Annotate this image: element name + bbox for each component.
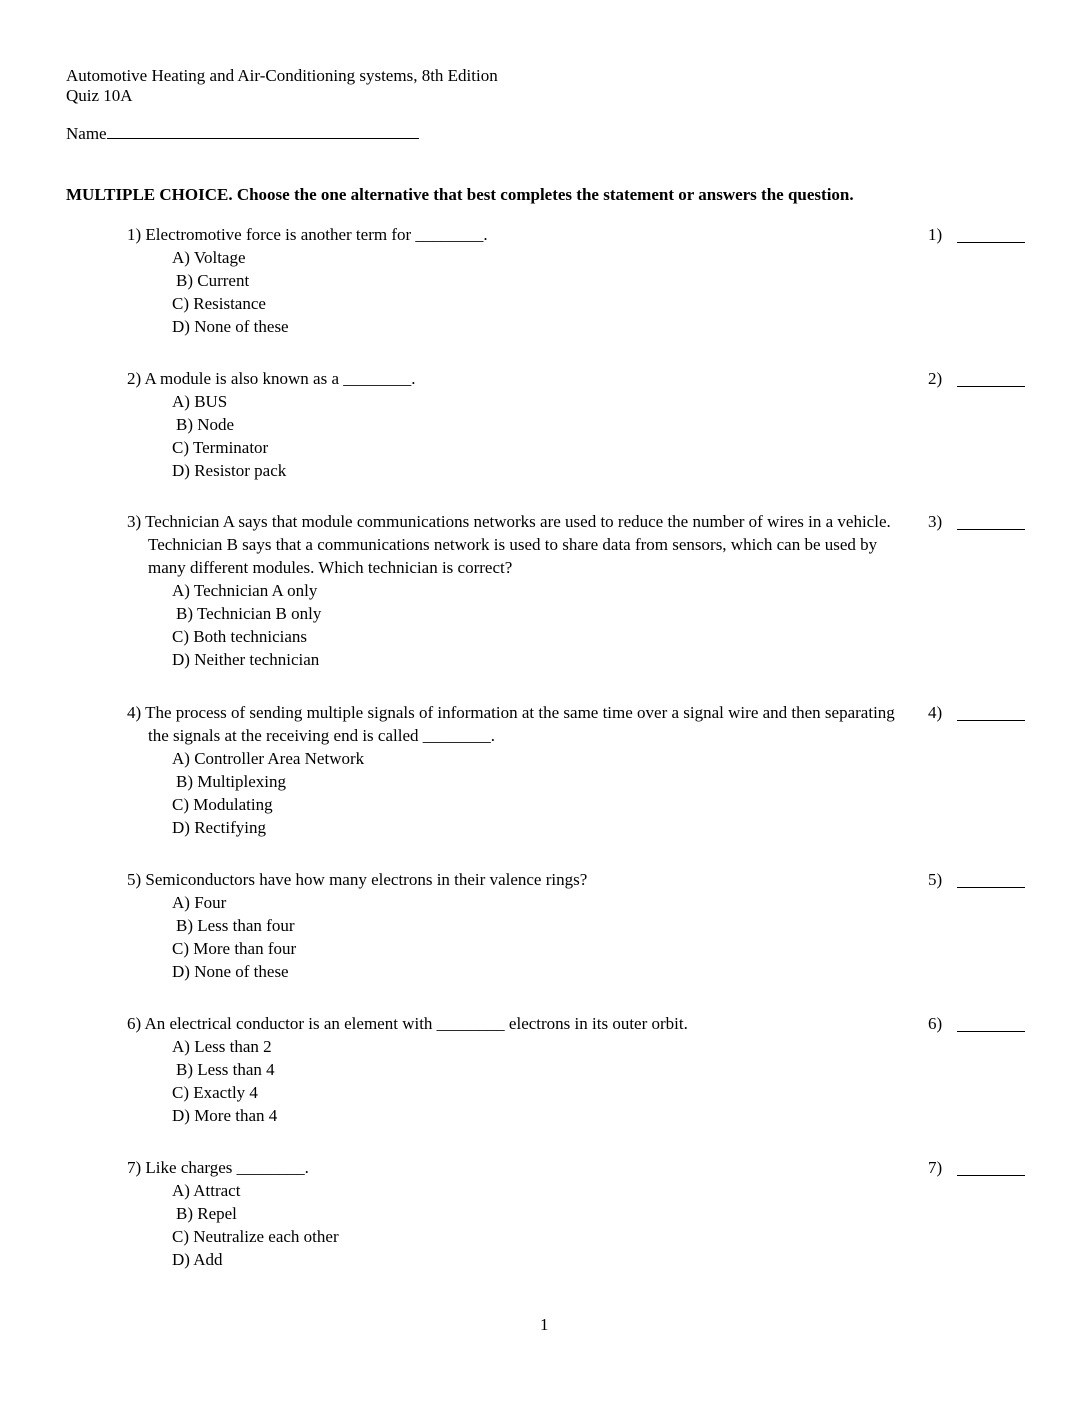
quiz-label: Quiz 10A — [66, 86, 133, 105]
page-number: 1 — [540, 1315, 549, 1334]
answer-option: A) Controller Area Network — [172, 749, 365, 768]
answer-option: D) None of these — [172, 317, 289, 336]
answer-option: B) Less than four — [176, 916, 295, 935]
answer-number: 1) — [928, 225, 943, 244]
answer-option: B) Technician B only — [176, 604, 322, 623]
answer-option: C) Neutralize each other — [172, 1227, 339, 1246]
answer-option: D) Add — [172, 1250, 223, 1269]
answer-option: A) Technician A only — [172, 581, 318, 600]
question-2 — [127, 367, 907, 482]
answer-blank[interactable] — [957, 720, 1025, 721]
answer-option: B) Repel — [176, 1204, 237, 1223]
answer-option: B) Less than 4 — [176, 1060, 275, 1079]
answer-option: D) More than 4 — [172, 1106, 278, 1125]
answer-number: 6) — [928, 1014, 943, 1033]
answer-option: A) Voltage — [172, 248, 246, 267]
document-title: Automotive Heating and Air-Conditioning systems, 8th Edition — [66, 66, 498, 85]
answer-blank[interactable] — [957, 242, 1025, 243]
answer-blank[interactable] — [957, 386, 1025, 387]
question-stem: 6) An electrical conductor is an element with ________ electrons in its outer orbit. — [127, 1014, 688, 1033]
answer-option: D) Resistor pack — [172, 461, 287, 480]
name-label: Name — [66, 124, 107, 143]
name-field — [66, 124, 419, 144]
question-5 — [127, 868, 907, 983]
answer-option: A) Less than 2 — [172, 1037, 272, 1056]
question-1 — [127, 223, 907, 338]
answer-option: A) Four — [172, 893, 227, 912]
answer-option: D) None of these — [172, 962, 289, 981]
question-3 — [127, 510, 907, 671]
name-line — [107, 124, 419, 139]
answer-blank[interactable] — [957, 1175, 1025, 1176]
answer-option: D) Neither technician — [172, 650, 320, 669]
answer-option: D) Rectifying — [172, 818, 266, 837]
answer-option: C) Both technicians — [172, 627, 308, 646]
answer-option: C) Terminator — [172, 438, 269, 457]
answer-option: B) Multiplexing — [176, 772, 287, 791]
question-stem: 5) Semiconductors have how many electrons in their valence rings? — [127, 870, 588, 889]
answer-blank[interactable] — [957, 1031, 1025, 1032]
answer-option: B) Current — [176, 271, 250, 290]
question-7 — [127, 1156, 907, 1271]
question-4 — [127, 701, 907, 839]
answer-option: C) Resistance — [172, 294, 266, 313]
answer-number: 3) — [928, 512, 943, 531]
answer-number: 5) — [928, 870, 943, 889]
answer-option: C) Modulating — [172, 795, 273, 814]
question-stem: 1) Electromotive force is another term for ________. — [127, 225, 488, 244]
answer-option: A) Attract — [172, 1181, 241, 1200]
answer-blank[interactable] — [957, 887, 1025, 888]
answer-option: C) Exactly 4 — [172, 1083, 258, 1102]
question-stem: 7) Like charges ________. — [127, 1158, 309, 1177]
answer-option: C) More than four — [172, 939, 297, 958]
question-stem: 2) A module is also known as a ________. — [127, 369, 416, 388]
answer-number: 7) — [928, 1158, 943, 1177]
answer-option: A) BUS — [172, 392, 228, 411]
answer-number: 2) — [928, 369, 943, 388]
answer-number: 4) — [928, 703, 943, 722]
question-stem: 3) Technician A says that module communications networks are used to reduce the number of wires in a vehicle. Technician B says that a communications network is used to share data from sensors, which can be used by many different modules. Which technician is correct? — [127, 512, 891, 577]
answer-option: B) Node — [176, 415, 235, 434]
question-6 — [127, 1012, 907, 1127]
section-heading: MULTIPLE CHOICE. Choose the one alternative that best completes the statement or answers the question. — [66, 185, 854, 204]
answer-blank[interactable] — [957, 529, 1025, 530]
question-stem: 4) The process of sending multiple signals of information at the same time over a signal wire and then separating the signals at the receiving end is called ________. — [127, 703, 895, 745]
